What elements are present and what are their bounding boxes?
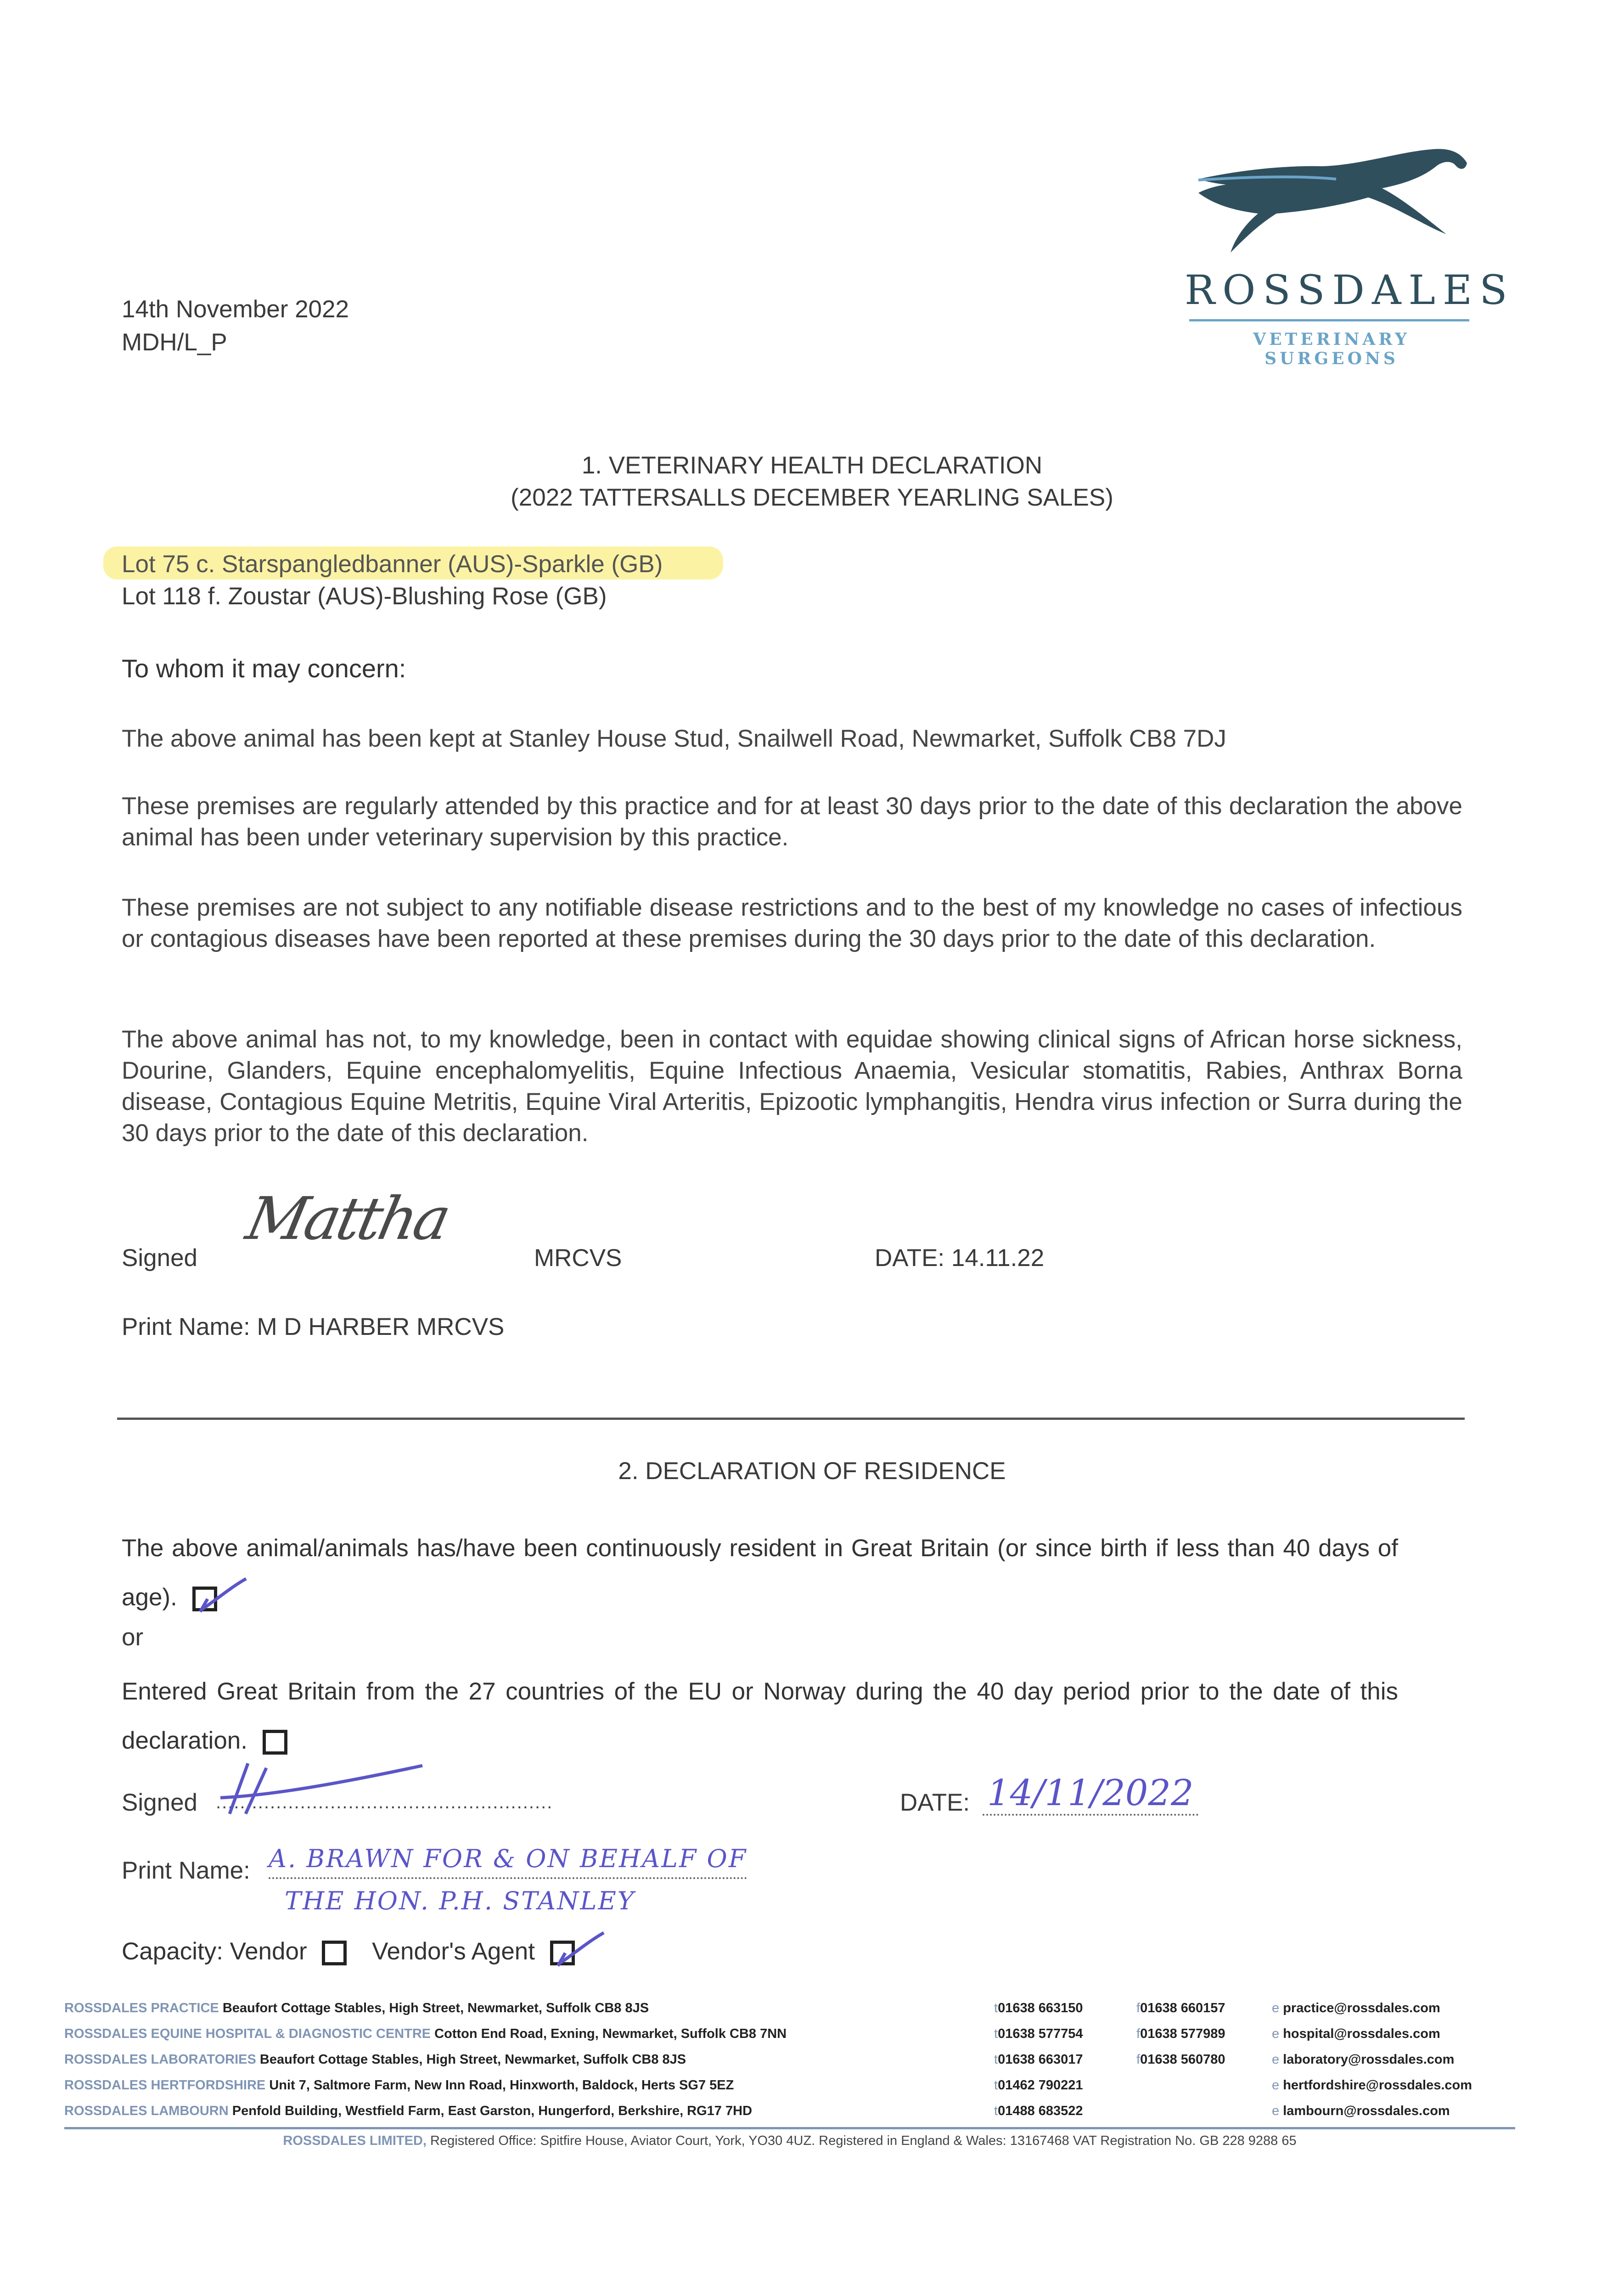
footer-email[interactable]: e lambourn@rossdales.com: [1272, 2104, 1450, 2118]
registered-label: ROSSDALES LIMITED,: [283, 2133, 427, 2148]
footer-email[interactable]: e hertfordshire@rossdales.com: [1272, 2078, 1472, 2093]
paragraph-diseases: The above animal has not, to my knowledge, been in contact with equidae showing clinical signs of African horse sickness, Dourine, Glanders, Equine encephalomyelitis, Equine Infectious Anaemia, Vesicular stomatitis, Rabies, Anthrax Borna disease, Contagious Equine Metritis, Equine Viral Arteritis, Epizootic lymphangitis, Hendra virus infection or Surra during the 30 days prior to the date of this declaration.: [122, 1026, 1462, 1147]
lot-line: Lot 75 c. Starspangledbanner (AUS)-Sparkle (GB): [122, 551, 663, 578]
footer-email[interactable]: e hospital@rossdales.com: [1272, 2026, 1440, 2041]
footer-address: [64, 2078, 734, 2093]
footer-location-label: ROSSDALES HERTFORDSHIRE: [64, 2078, 266, 2093]
entered-gb-checkbox[interactable]: [263, 1730, 287, 1755]
vendors-agent-checkbox[interactable]: [550, 1941, 575, 1965]
footer-fax: f01638 560780: [1136, 2052, 1225, 2067]
footer-email[interactable]: e practice@rossdales.com: [1272, 2001, 1440, 2015]
footer-address: [64, 2001, 649, 2016]
salutation: To whom it may concern:: [122, 654, 406, 683]
paragraph-supervision: These premises are regularly attended by this practice and for at least 30 days prior to the date of this declaration the above animal has been under veterinary supervision by this practice.: [122, 793, 1462, 851]
date-label: DATE:: [900, 1789, 970, 1816]
footer-row: [64, 2001, 1515, 2026]
footer-address-text: Penfold Building, Westfield Farm, East Garston, Hungerford, Berkshire, RG17 7HD: [232, 2104, 753, 2118]
footer-address: [64, 2052, 686, 2067]
handwritten-print-name: THE HON. P.H. STANLEY: [285, 1886, 635, 1915]
capacity-vendor-label: Capacity: Vendor: [122, 1938, 307, 1965]
footer-telephone: t01488 683522: [994, 2104, 1083, 2118]
lot-line: Lot 118 f. Zoustar (AUS)-Blushing Rose (GB): [122, 583, 607, 610]
footer-row: [64, 2104, 1515, 2129]
declaration-date: DATE: 14.11.22: [875, 1244, 1045, 1272]
vendors-agent-label: Vendor's Agent: [372, 1938, 535, 1965]
agent-signature-image: [211, 1754, 432, 1823]
section1-title: 1. VETERINARY HEALTH DECLARATION: [581, 452, 1043, 479]
capacity-row: [122, 1929, 575, 1975]
paragraph-premises: The above animal has been kept at Stanley House Stud, Snailwell Road, Newmarket, Suffolk CB8 7DJ: [122, 725, 1226, 752]
footer-location-label: ROSSDALES LAMBOURN: [64, 2104, 229, 2118]
section1-subtitle: (2022 TATTERSALLS DECEMBER YEARLING SALES): [511, 484, 1113, 511]
footer-fax: f01638 577989: [1136, 2026, 1225, 2041]
footer-address: [64, 2026, 787, 2042]
signed-label: Signed: [122, 1244, 198, 1272]
residence-option-2: [122, 1667, 1398, 1765]
footer-address-text: Cotton End Road, Exning, Newmarket, Suffolk CB8 7NN: [434, 2026, 787, 2041]
footer-address: [64, 2104, 752, 2119]
letter-reference: MDH/L_P: [122, 329, 227, 356]
footer-location-label: ROSSDALES EQUINE HOSPITAL & DIAGNOSTIC CENTRE: [64, 2026, 431, 2041]
footer-telephone: t01638 663017: [994, 2052, 1083, 2067]
footer-location-label: ROSSDALES PRACTICE: [64, 2001, 219, 2015]
footer-address-text: Unit 7, Saltmore Farm, New Inn Road, Hinxworth, Baldock, Herts SG7 5EZ: [269, 2078, 734, 2093]
residence-option-1-text: The above animal/animals has/have been continuously resident in Great Britain (or since birth if less than 40 days of age).: [122, 1535, 1398, 1611]
footer-telephone: t01638 663150: [994, 2001, 1083, 2015]
logo-underline: [1189, 319, 1469, 321]
residence-option-1: [122, 1524, 1398, 1622]
logo-name: ROSSDALES: [1185, 266, 1515, 314]
vendor-checkbox[interactable]: [322, 1941, 347, 1965]
checkmark-icon: [198, 1576, 249, 1617]
letter-date: 14th November 2022: [122, 296, 349, 323]
footer-divider: [64, 2127, 1515, 2129]
or-label: or: [122, 1624, 144, 1651]
footer-location-label: ROSSDALES LABORATORIES: [64, 2052, 256, 2067]
residence-option-2-text: Entered Great Britain from the 27 countries of the EU or Norway during the 40 day period prior to the date of this declaration.: [122, 1678, 1398, 1754]
signature-dots: ........................................................: [216, 1792, 553, 1812]
footer-row: [64, 2026, 1515, 2052]
footer-address-text: Beaufort Cottage Stables, High Street, Newmarket, Suffolk CB8 8JS: [222, 2001, 649, 2015]
paragraph-restrictions: These premises are not subject to any notifiable disease restrictions and to the best of my knowledge no cases of infectious or contagious diseases have been reported at these premises during the 30 days prior to the date of this declaration.: [122, 894, 1462, 952]
handwritten-print-name: A. BRAWN FOR & ON BEHALF OF: [269, 1840, 747, 1879]
registered-office: [64, 2133, 1515, 2149]
logo-tagline: VETERINARY SURGEONS: [1253, 330, 1410, 368]
handwritten-date: 14/11/2022: [983, 1773, 1198, 1816]
horse-logo-icon: [1185, 138, 1478, 271]
resident-checkbox[interactable]: [192, 1587, 217, 1611]
footer-row: [64, 2052, 1515, 2078]
checkmark-icon: [556, 1930, 607, 1971]
print-name: Print Name: M D HARBER MRCVS: [122, 1313, 505, 1340]
section-divider: [117, 1418, 1465, 1420]
footer-row: [64, 2078, 1515, 2104]
footer-address-text: Beaufort Cottage Stables, High Street, Newmarket, Suffolk CB8 8JS: [259, 2052, 686, 2067]
vet-signature: [241, 1185, 478, 1254]
footer-email[interactable]: e laboratory@rossdales.com: [1272, 2052, 1455, 2067]
footer-fax: f01638 660157: [1136, 2001, 1225, 2015]
mrcvs-label: MRCVS: [534, 1244, 622, 1272]
footer-telephone: t01638 577754: [994, 2026, 1083, 2041]
print-name-label: Print Name:: [122, 1857, 250, 1884]
section2-title: 2. DECLARATION OF RESIDENCE: [618, 1458, 1006, 1485]
footer-telephone: t01462 790221: [994, 2078, 1083, 2093]
registered-text: Registered Office: Spitfire House, Aviator Court, York, YO30 4UZ. Registered in England & Wales: 13167468 VAT Registration No. GB 228 9288 65: [430, 2133, 1297, 2148]
signature-image: Mattha: [241, 1185, 454, 1253]
signed-label: Signed: [122, 1789, 198, 1816]
